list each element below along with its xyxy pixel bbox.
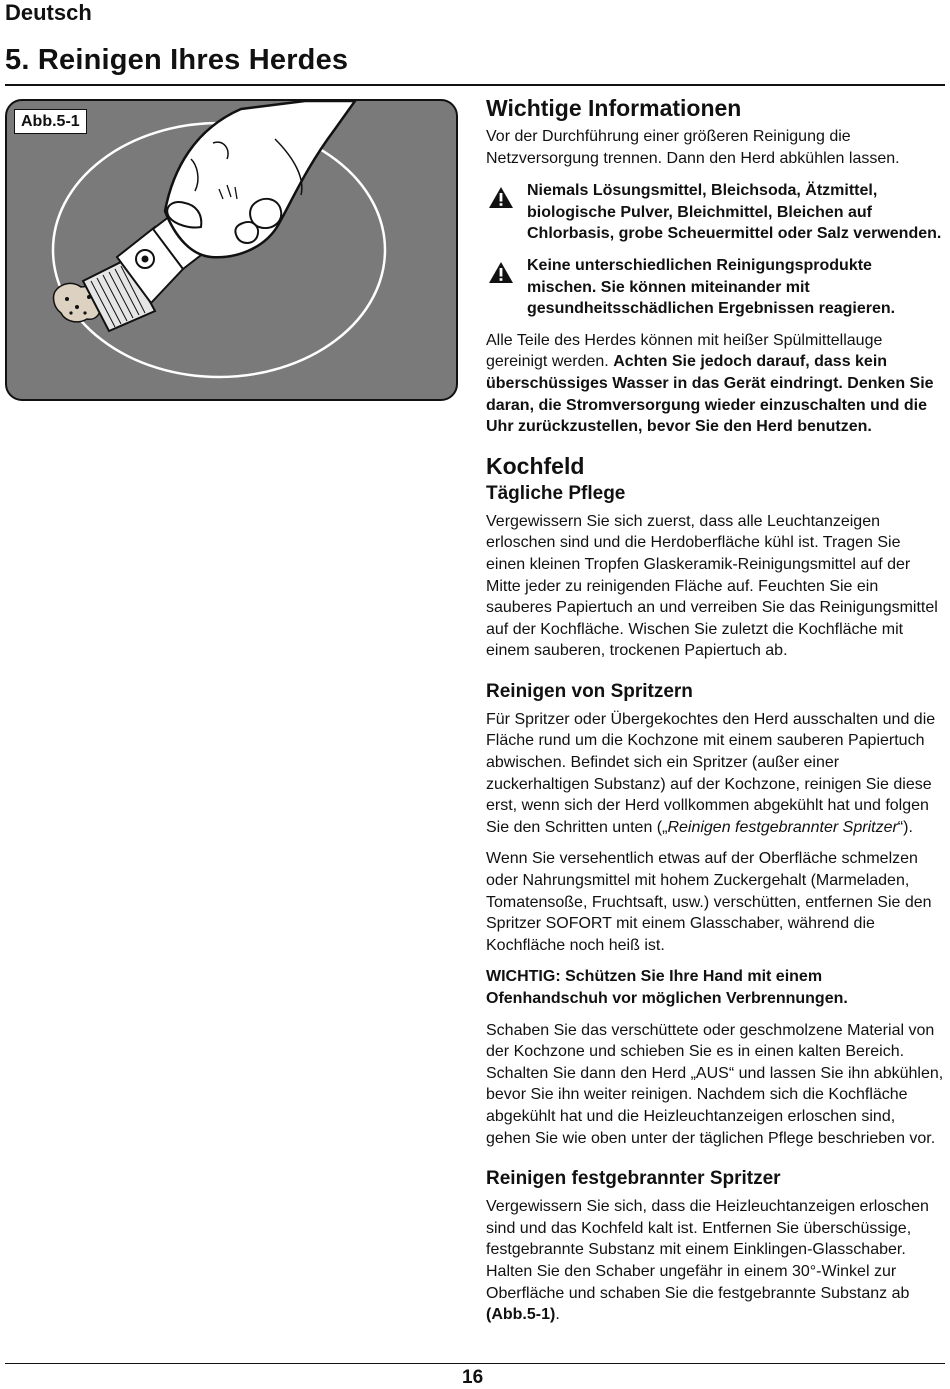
subheading-spills: Reinigen von Spritzern	[486, 680, 693, 702]
spills-p1-end: “).	[897, 818, 913, 836]
warning-triangle-icon	[488, 186, 514, 209]
figure-scraper-illustration	[5, 99, 458, 401]
warning-solvents	[486, 180, 944, 245]
info-paragraph	[486, 330, 944, 438]
subheading-burnt-spills: Reinigen festgebrannter Spritzer	[486, 1168, 781, 1190]
section-heading-info: Wichtige Informationen	[486, 95, 742, 121]
chapter-title: 5. Reinigen Ihres Herdes	[5, 44, 349, 76]
main-column	[486, 94, 944, 1336]
warning-mixing-text: Keine unterschiedlichen Reinigungsprodukte mischen. Sie können miteinander mit gesundheitsschädlichen Ergebnissen reagieren.	[527, 256, 896, 318]
spills-p1-italic: Reinigen festgebrannter Spritzer	[667, 818, 898, 836]
spills-p1-start: Für Spritzer oder Übergekochtes den Herd ausschalten und die Fläche rund um die Kochzone mit einem sauberen Papiertuch abwischen. Befindet sich ein Spritzer (außer einer zuckerhaltigen Substanz) auf der Kochzone, reinigen Sie diese erst, wenn sich der Herd vollkommen abgekühlt hat und folgen Sie den Schritten unten („	[486, 710, 936, 836]
warning-triangle-icon	[488, 261, 514, 284]
daily-care-text: Vergewissern Sie sich zuerst, dass alle Leuchtanzeigen erloschen sind und die Herdoberfläche kühl ist. Tragen Sie einen kleinen Tropfen Glaskeramik-Reinigungsmittel auf der Mitte jeder zu reinigenden Fläche auf. Feuchten Sie ein sauberes Papiertuch an und verreiben Sie das Reinigungsmittel auf der Kochfläche. Wischen Sie zuletzt die Kochfläche mit einem sauberen, trockenen Papiertuch ab.	[486, 512, 938, 660]
section-heading-kochfeld: Kochfeld	[486, 452, 585, 479]
burnt-text-end: .	[555, 1306, 560, 1324]
spills-important-note: WICHTIG: Schützen Sie Ihre Hand mit einem Ofenhandschuh vor möglichen Verbrennungen.	[486, 968, 848, 1007]
subheading-daily-care: Tägliche Pflege	[486, 482, 626, 504]
header-rule	[5, 84, 945, 86]
footer-rule	[5, 1363, 945, 1364]
hand-holding-scraper-illustration	[5, 99, 458, 401]
burnt-spills-text	[486, 1196, 944, 1326]
warning-solvents-text: Niemals Lösungsmittel, Bleichsoda, Ätzmittel, biologische Pulver, Bleichmittel, Bleichen auf Chlorbasis, grobe Scheuermittel oder Salz verwenden.	[527, 182, 942, 243]
info-intro: Vor der Durchführung einer größeren Reinigung die Netzversorgung trennen. Dann den Herd abkühlen lassen.	[486, 128, 900, 167]
figure-label: Abb.5-1	[14, 109, 87, 134]
burnt-text-start: Vergewissern Sie sich, dass die Heizleuchtanzeigen erloschen sind und das Kochfeld kalt ist. Entfernen Sie überschüssige, festgebrannte Substanz mit einem Einklingen-Glasschaber. Halten Sie den Schaber ungefähr in einem 30°-Winkel zur Oberfläche und schaben Sie die festgebrannte Substanz ab	[486, 1198, 929, 1302]
info-paragraph-bold: Achten Sie jedoch darauf, dass kein überschüssiges Wasser in das Gerät eindringt. Denken Sie daran, die Stromversorgung wieder einzuschalten und die Uhr zurückzustellen, bevor Sie den Herd benutzen.	[486, 353, 934, 436]
page-number: 16	[462, 1367, 484, 1388]
warning-mixing	[486, 255, 944, 320]
info-paragraph-normal: Alle Teile des Herdes können mit heißer Spülmittellauge gereinigt werden.	[486, 331, 883, 371]
figure-reference: (Abb.5-1)	[486, 1306, 556, 1324]
spills-paragraph-2: Wenn Sie versehentlich etwas auf der Oberfläche schmelzen oder Nahrungsmittel mit hohem Zuckergehalt (Marmeladen, Tomatensoße, Fruchtsaft, usw.) verschütten, entfernen Sie den Spritzer SOFORT mit einem Glasschaber, während die Kochfläche noch heiß ist.	[486, 850, 932, 954]
spills-paragraph-4: Schaben Sie das verschüttete oder geschmolzene Material von der Kochzone und schieben Sie es in einen kalten Bereich. Schalten Sie dann den Herd „AUS“ und lassen Sie ihn abkühlen, bevor Sie ihn weiter reinigen. Nachdem sich die Kochfläche abgekühlt hat und die Heizleuchtanzeigen erloschen sind, gehen Sie wie oben unter der täglichen Pflege beschrieben vor.	[486, 1021, 944, 1147]
spills-paragraph-1	[486, 709, 944, 839]
language-label: Deutsch	[5, 0, 92, 25]
